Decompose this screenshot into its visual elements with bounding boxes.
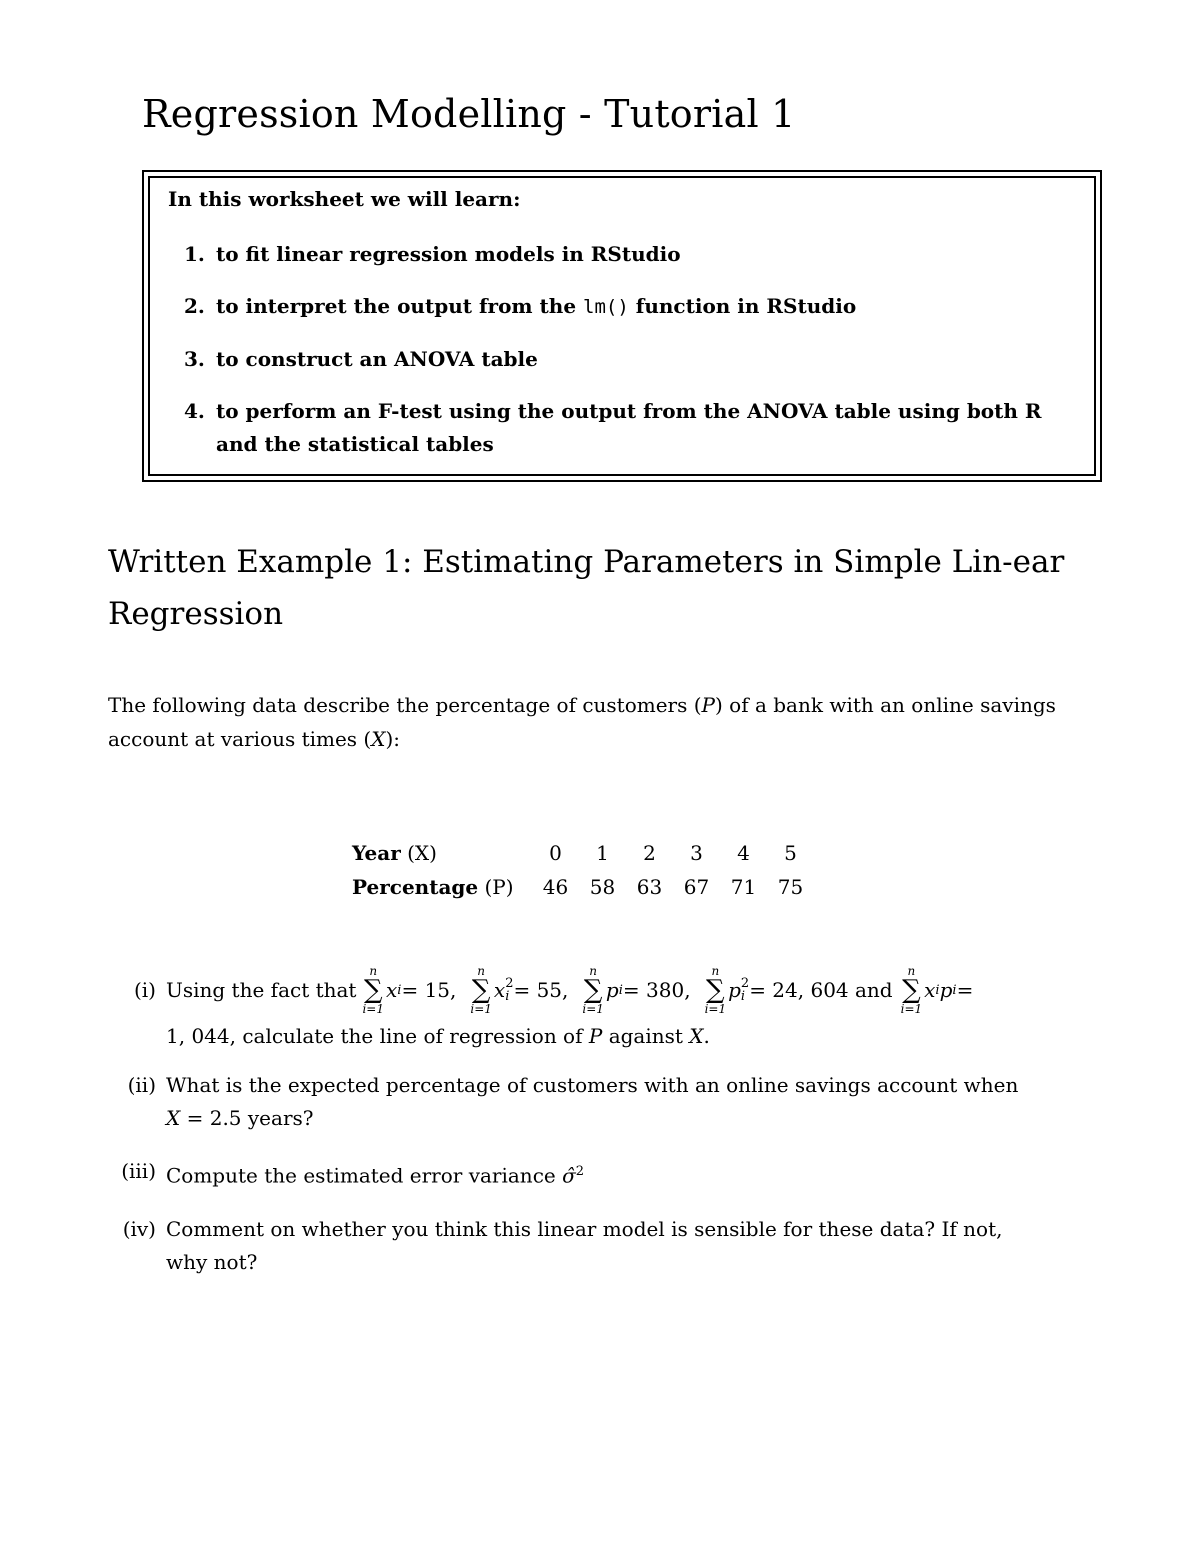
q1-sup: 2 [505, 976, 514, 991]
question-text: What is the expected percentage of customers with an online savings account when [166, 1073, 1019, 1097]
table-cell: 4 [737, 841, 750, 865]
sum-lower-limit: i=1 [582, 1002, 604, 1016]
q1-term: p [728, 977, 741, 1002]
sum-sigma: ∑ [471, 975, 491, 1005]
q1-term: x [493, 977, 506, 1002]
data-table [344, 836, 814, 904]
summation-symbol [582, 965, 604, 1015]
q1-term: x [386, 977, 398, 1002]
objective-item [168, 343, 1080, 376]
objectives-inner-frame [148, 176, 1096, 476]
sum-upper-limit: n [369, 964, 378, 978]
objective-number: 1. [184, 242, 205, 266]
q1-subsup [741, 977, 749, 1003]
q1-term: p [939, 977, 953, 1002]
row-label-unit: (X) [400, 841, 437, 865]
question-number: (ii) [127, 1073, 156, 1097]
q1-line2-var-x: X [689, 1024, 704, 1048]
sigma-exponent: 2 [575, 1164, 585, 1179]
objective-text: to perform an F-test using the output from the ANOVA table using both R and the statistical tables [216, 399, 1042, 456]
objective-item [168, 395, 1080, 461]
sum-sigma: ∑ [706, 975, 725, 1005]
table-cell: 71 [730, 875, 757, 899]
question-item [110, 1155, 1045, 1193]
objective-item [168, 290, 1080, 324]
table-cell: 2 [643, 841, 656, 865]
question-item [110, 960, 1045, 1053]
sum-lower-limit: i=1 [470, 1002, 492, 1016]
sum-lower-limit: i=1 [362, 1002, 384, 1016]
q1-term: x [924, 977, 936, 1002]
objective-text-after: function in RStudio [628, 294, 857, 318]
intro-part1: The following data describe the percentage of customers ( [108, 693, 702, 717]
table-cell: 0 [549, 841, 562, 865]
question-text: Comment on whether you think this linear model is sensible for these data? If not, why not? [166, 1216, 1003, 1274]
objective-text-before: to interpret the output from the [216, 294, 584, 318]
q1-sub: i [935, 982, 940, 998]
objective-number: 4. [184, 399, 205, 423]
question-number: (iv) [122, 1216, 156, 1241]
objectives-heading: In this worksheet we will learn: [168, 187, 521, 211]
sigma-hat-symbol: σ̂ [562, 1163, 576, 1188]
row-label-percentage [344, 870, 532, 904]
table-row-year [344, 836, 814, 870]
summation-symbol [901, 965, 923, 1015]
question-text: Compute the estimated error variance [166, 1163, 563, 1188]
sum-sigma: ∑ [902, 975, 921, 1005]
q1-line2 [110, 1020, 1045, 1053]
table-cell: 1 [596, 841, 609, 865]
objective-text: to fit linear regression models in RStudio [216, 242, 681, 266]
question-text: = 2.5 years? [180, 1106, 314, 1130]
q1-line2-text: 1, 044, calculate the line of regression of [166, 1024, 589, 1048]
sum-upper-limit: n [477, 964, 485, 978]
intro-var-x: X [371, 727, 386, 751]
sum-upper-limit: n [907, 964, 916, 978]
table-cell: 5 [784, 841, 797, 865]
intro-var-p: P [701, 693, 716, 717]
summation-symbol [470, 965, 492, 1015]
objective-item [168, 238, 1080, 271]
q1-sub: i [397, 982, 402, 998]
question-item [110, 1213, 1045, 1279]
intro-part3: ): [385, 727, 401, 751]
intro-paragraph [108, 688, 1058, 756]
sum-lower-limit: i=1 [900, 1002, 923, 1016]
row-label-text: Percentage [352, 875, 479, 899]
summation-symbol [705, 965, 727, 1015]
section-title: Written Example 1: Estimating Parameters in Simple Lin-ear Regression [108, 544, 1065, 632]
row-label-text: Year [352, 841, 401, 865]
table-cell: 3 [690, 841, 703, 865]
q1-lead: Using the fact that [166, 977, 357, 1002]
q1-formula-line [166, 960, 1045, 1020]
table-cell: 58 [589, 875, 616, 899]
table-cell: 46 [542, 875, 569, 899]
question-item [110, 1069, 1045, 1135]
q1-value: = 55, [513, 977, 569, 1002]
sum-lower-limit: i=1 [704, 1002, 727, 1016]
objectives-box [142, 170, 1102, 482]
q1-line2-var-p: P [588, 1024, 603, 1048]
question-number: (iii) [121, 1159, 156, 1183]
questions-list [110, 960, 1045, 1299]
q1-line2-text: against [602, 1024, 690, 1048]
sum-upper-limit: n [589, 964, 598, 978]
objective-code: lm() [583, 296, 629, 318]
q1-value: = 24, 604 and [749, 977, 893, 1002]
objective-number: 3. [184, 347, 205, 371]
q1-sub: i [740, 989, 746, 1004]
q1-sub: i [952, 982, 957, 998]
question-number: (i) [133, 978, 156, 1002]
table-cell: 75 [777, 875, 804, 899]
row-label-unit: (P) [478, 875, 514, 899]
sum-sigma: ∑ [363, 975, 383, 1005]
summation-symbol [362, 965, 384, 1015]
row-label-year [344, 836, 532, 870]
q1-line2-text: . [703, 1024, 710, 1048]
objective-number: 2. [184, 294, 205, 318]
q1-value: = [956, 977, 974, 1002]
question-var-x: X [166, 1106, 181, 1130]
q1-sup: 2 [740, 976, 750, 991]
q1-sub: i [618, 982, 623, 998]
sum-sigma: ∑ [583, 975, 603, 1005]
q1-value: = 380, [622, 977, 691, 1002]
q1-term: p [605, 977, 619, 1002]
objectives-list [168, 238, 1080, 461]
sum-upper-limit: n [711, 964, 720, 978]
table-row-percentage [344, 870, 814, 904]
intro-part2: ) of a bank with an online savings account at various times ( [108, 693, 1056, 751]
table-cell: 63 [636, 875, 663, 899]
q1-sub: i [505, 989, 510, 1004]
table-cell: 67 [683, 875, 710, 899]
q1-subsup [505, 977, 513, 1003]
objective-text: to construct an ANOVA table [216, 347, 538, 371]
page-title: Regression Modelling - Tutorial 1 [142, 92, 796, 136]
q1-value: = 15, [401, 977, 457, 1002]
